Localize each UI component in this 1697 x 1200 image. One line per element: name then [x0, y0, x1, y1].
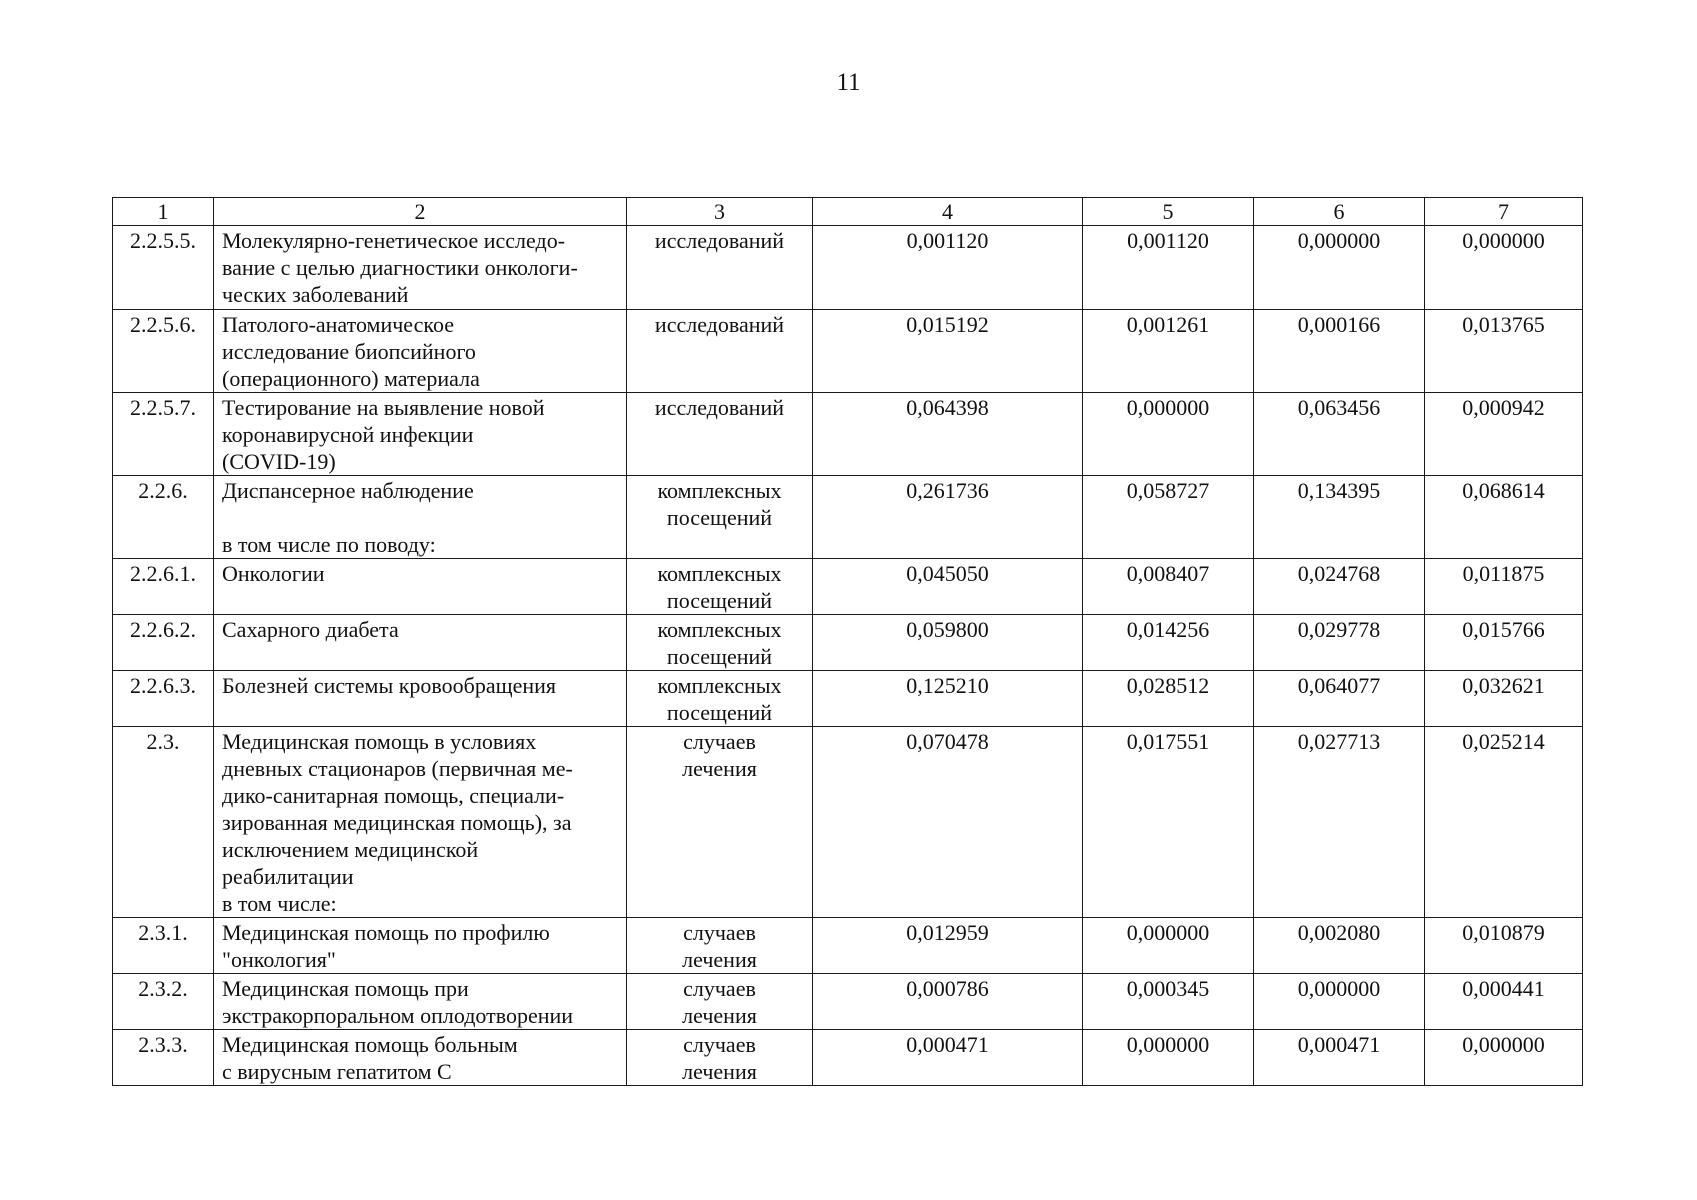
row-value-7: 0,000000 — [1425, 1030, 1583, 1086]
row-code: 2.2.6. — [113, 476, 214, 559]
table-row — [113, 671, 1583, 727]
table-body — [113, 226, 1583, 1086]
row-value-7: 0,010879 — [1425, 918, 1583, 974]
row-value-7: 0,011875 — [1425, 559, 1583, 615]
row-unit-line: исследований — [654, 312, 785, 337]
row-unit — [627, 671, 813, 727]
row-name-line: зированная медицинская помощь), за — [222, 810, 572, 835]
row-value-5: 0,000000 — [1083, 1030, 1254, 1086]
row-value-4: 0,045050 — [813, 559, 1083, 615]
row-value-4: 0,012959 — [813, 918, 1083, 974]
row-code: 2.2.6.3. — [113, 671, 214, 727]
row-value-6: 0,029778 — [1254, 615, 1425, 671]
row-value-7: 0,000000 — [1425, 226, 1583, 310]
row-name-line: исключением медицинской — [222, 837, 479, 862]
row-value-7: 0,025214 — [1425, 727, 1583, 918]
row-name-line: дико-санитарная помощь, специали- — [222, 783, 565, 808]
row-name-line: дневных стационаров (первичная ме- — [222, 756, 573, 781]
row-value-5: 0,000000 — [1083, 393, 1254, 476]
row-code: 2.3.1. — [113, 918, 214, 974]
table-row — [113, 476, 1583, 559]
row-name — [214, 918, 627, 974]
row-name-line: Диспансерное наблюдение — [222, 478, 474, 503]
table-row — [113, 974, 1583, 1030]
row-name-line: (COVID-19) — [222, 449, 336, 474]
row-unit-line: исследований — [654, 395, 785, 420]
row-name-line: Молекулярно-генетическое исследо- — [222, 228, 566, 253]
row-value-6: 0,064077 — [1254, 671, 1425, 727]
page-number: 11 — [836, 69, 861, 96]
row-name-line: Медицинская помощь в условиях — [222, 729, 537, 754]
row-name-line: Тестирование на выявление новой — [222, 395, 545, 420]
row-unit — [627, 974, 813, 1030]
table-row — [113, 727, 1583, 918]
row-name-line: в том числе: — [222, 891, 337, 916]
row-value-4: 0,000786 — [813, 974, 1083, 1030]
row-name-line: Патолого-анатомическое — [222, 312, 454, 337]
row-unit-line: комплексных — [657, 673, 782, 698]
row-unit — [627, 226, 813, 310]
row-code: 2.3.2. — [113, 974, 214, 1030]
row-name-line: "онкология" — [222, 947, 336, 972]
row-name-line: Сахарного диабета — [222, 617, 399, 642]
row-code: 2.2.5.5. — [113, 226, 214, 310]
row-value-4: 0,070478 — [813, 727, 1083, 918]
row-code: 2.2.6.1. — [113, 559, 214, 615]
row-value-6: 0,000166 — [1254, 310, 1425, 393]
row-unit-line: посещений — [666, 644, 773, 669]
row-value-5: 0,001261 — [1083, 310, 1254, 393]
table-row — [113, 393, 1583, 476]
row-name — [214, 559, 627, 615]
row-value-7: 0,000942 — [1425, 393, 1583, 476]
row-value-6: 0,000000 — [1254, 226, 1425, 310]
row-unit-line: комплексных — [657, 617, 782, 642]
row-code: 2.3.3. — [113, 1030, 214, 1086]
row-value-7: 0,000441 — [1425, 974, 1583, 1030]
row-unit — [627, 615, 813, 671]
column-header-7: 7 — [1425, 198, 1583, 226]
row-name-line: Болезней системы кровообращения — [222, 673, 556, 698]
row-unit — [627, 310, 813, 393]
column-header-3: 3 — [627, 198, 813, 226]
row-name-line: ческих заболеваний — [222, 282, 409, 307]
row-value-7: 0,032621 — [1425, 671, 1583, 727]
row-code: 2.2.5.6. — [113, 310, 214, 393]
row-value-4: 0,261736 — [813, 476, 1083, 559]
row-code: 2.2.5.7. — [113, 393, 214, 476]
row-value-4: 0,064398 — [813, 393, 1083, 476]
row-name — [214, 393, 627, 476]
column-header-6: 6 — [1254, 198, 1425, 226]
row-name-line: Медицинская помощь при — [222, 976, 469, 1001]
row-value-5: 0,017551 — [1083, 727, 1254, 918]
table-row — [113, 226, 1583, 310]
row-value-7: 0,068614 — [1425, 476, 1583, 559]
row-unit-line: посещений — [666, 505, 773, 530]
row-value-5: 0,000345 — [1083, 974, 1254, 1030]
column-header-1: 1 — [113, 198, 214, 226]
row-value-7: 0,015766 — [1425, 615, 1583, 671]
column-header-5: 5 — [1083, 198, 1254, 226]
table-row — [113, 310, 1583, 393]
row-name-line: экстракорпоральном оплодотворении — [222, 1003, 574, 1028]
table-row — [113, 918, 1583, 974]
row-unit — [627, 559, 813, 615]
row-name-line: Медицинская помощь больным — [222, 1032, 518, 1057]
row-value-5: 0,058727 — [1083, 476, 1254, 559]
row-name — [214, 310, 627, 393]
row-name-line: вание с целью диагностики онкологи- — [222, 255, 578, 280]
row-value-6: 0,002080 — [1254, 918, 1425, 974]
row-unit — [627, 476, 813, 559]
row-value-5: 0,008407 — [1083, 559, 1254, 615]
row-unit-line: лечения — [682, 947, 757, 972]
row-name — [214, 226, 627, 310]
row-name-line: Медицинская помощь по профилю — [222, 920, 550, 945]
row-code: 2.3. — [113, 727, 214, 918]
row-value-5: 0,000000 — [1083, 918, 1254, 974]
row-unit-line: посещений — [666, 588, 773, 613]
row-name — [214, 671, 627, 727]
data-table — [112, 197, 1583, 1086]
row-value-5: 0,028512 — [1083, 671, 1254, 727]
table-row — [113, 1030, 1583, 1086]
row-value-6: 0,063456 — [1254, 393, 1425, 476]
row-unit-line: лечения — [682, 1059, 757, 1084]
row-value-4: 0,000471 — [813, 1030, 1083, 1086]
row-value-4: 0,001120 — [813, 226, 1083, 310]
row-value-6: 0,027713 — [1254, 727, 1425, 918]
row-unit-line: случаев — [683, 729, 756, 754]
row-value-5: 0,014256 — [1083, 615, 1254, 671]
row-name-line: в том числе по поводу: — [222, 532, 436, 557]
row-name — [214, 476, 627, 559]
row-value-4: 0,059800 — [813, 615, 1083, 671]
row-unit-line: комплексных — [657, 478, 782, 503]
row-unit-line: исследований — [654, 228, 785, 253]
row-code: 2.2.6.2. — [113, 615, 214, 671]
row-value-5: 0,001120 — [1083, 226, 1254, 310]
row-value-6: 0,024768 — [1254, 559, 1425, 615]
row-name-line — [222, 504, 618, 531]
row-name-line: реабилитации — [222, 864, 354, 889]
row-name-line: Онкологии — [222, 561, 325, 586]
row-value-6: 0,000471 — [1254, 1030, 1425, 1086]
row-unit-line: комплексных — [657, 561, 782, 586]
row-value-4: 0,125210 — [813, 671, 1083, 727]
row-name — [214, 727, 627, 918]
row-name — [214, 615, 627, 671]
row-unit-line: лечения — [682, 1003, 757, 1028]
row-name-line: (операционного) материала — [222, 366, 480, 391]
row-name — [214, 1030, 627, 1086]
row-name-line: с вирусным гепатитом С — [222, 1059, 452, 1084]
row-name — [214, 974, 627, 1030]
row-unit-line: лечения — [682, 756, 757, 781]
column-header-4: 4 — [813, 198, 1083, 226]
row-unit-line: посещений — [666, 700, 773, 725]
row-unit-line: случаев — [683, 976, 756, 1001]
row-value-4: 0,015192 — [813, 310, 1083, 393]
row-value-6: 0,000000 — [1254, 974, 1425, 1030]
column-header-2: 2 — [214, 198, 627, 226]
row-unit-line: случаев — [683, 1032, 756, 1057]
table-row — [113, 559, 1583, 615]
row-name-line: исследование биопсийного — [222, 339, 476, 364]
table-header-row — [113, 198, 1583, 226]
row-value-7: 0,013765 — [1425, 310, 1583, 393]
table-row — [113, 615, 1583, 671]
row-unit — [627, 393, 813, 476]
row-value-6: 0,134395 — [1254, 476, 1425, 559]
row-unit — [627, 1030, 813, 1086]
row-unit — [627, 727, 813, 918]
row-name-line: коронавирусной инфекции — [222, 422, 474, 447]
row-unit-line: случаев — [683, 920, 756, 945]
row-unit — [627, 918, 813, 974]
